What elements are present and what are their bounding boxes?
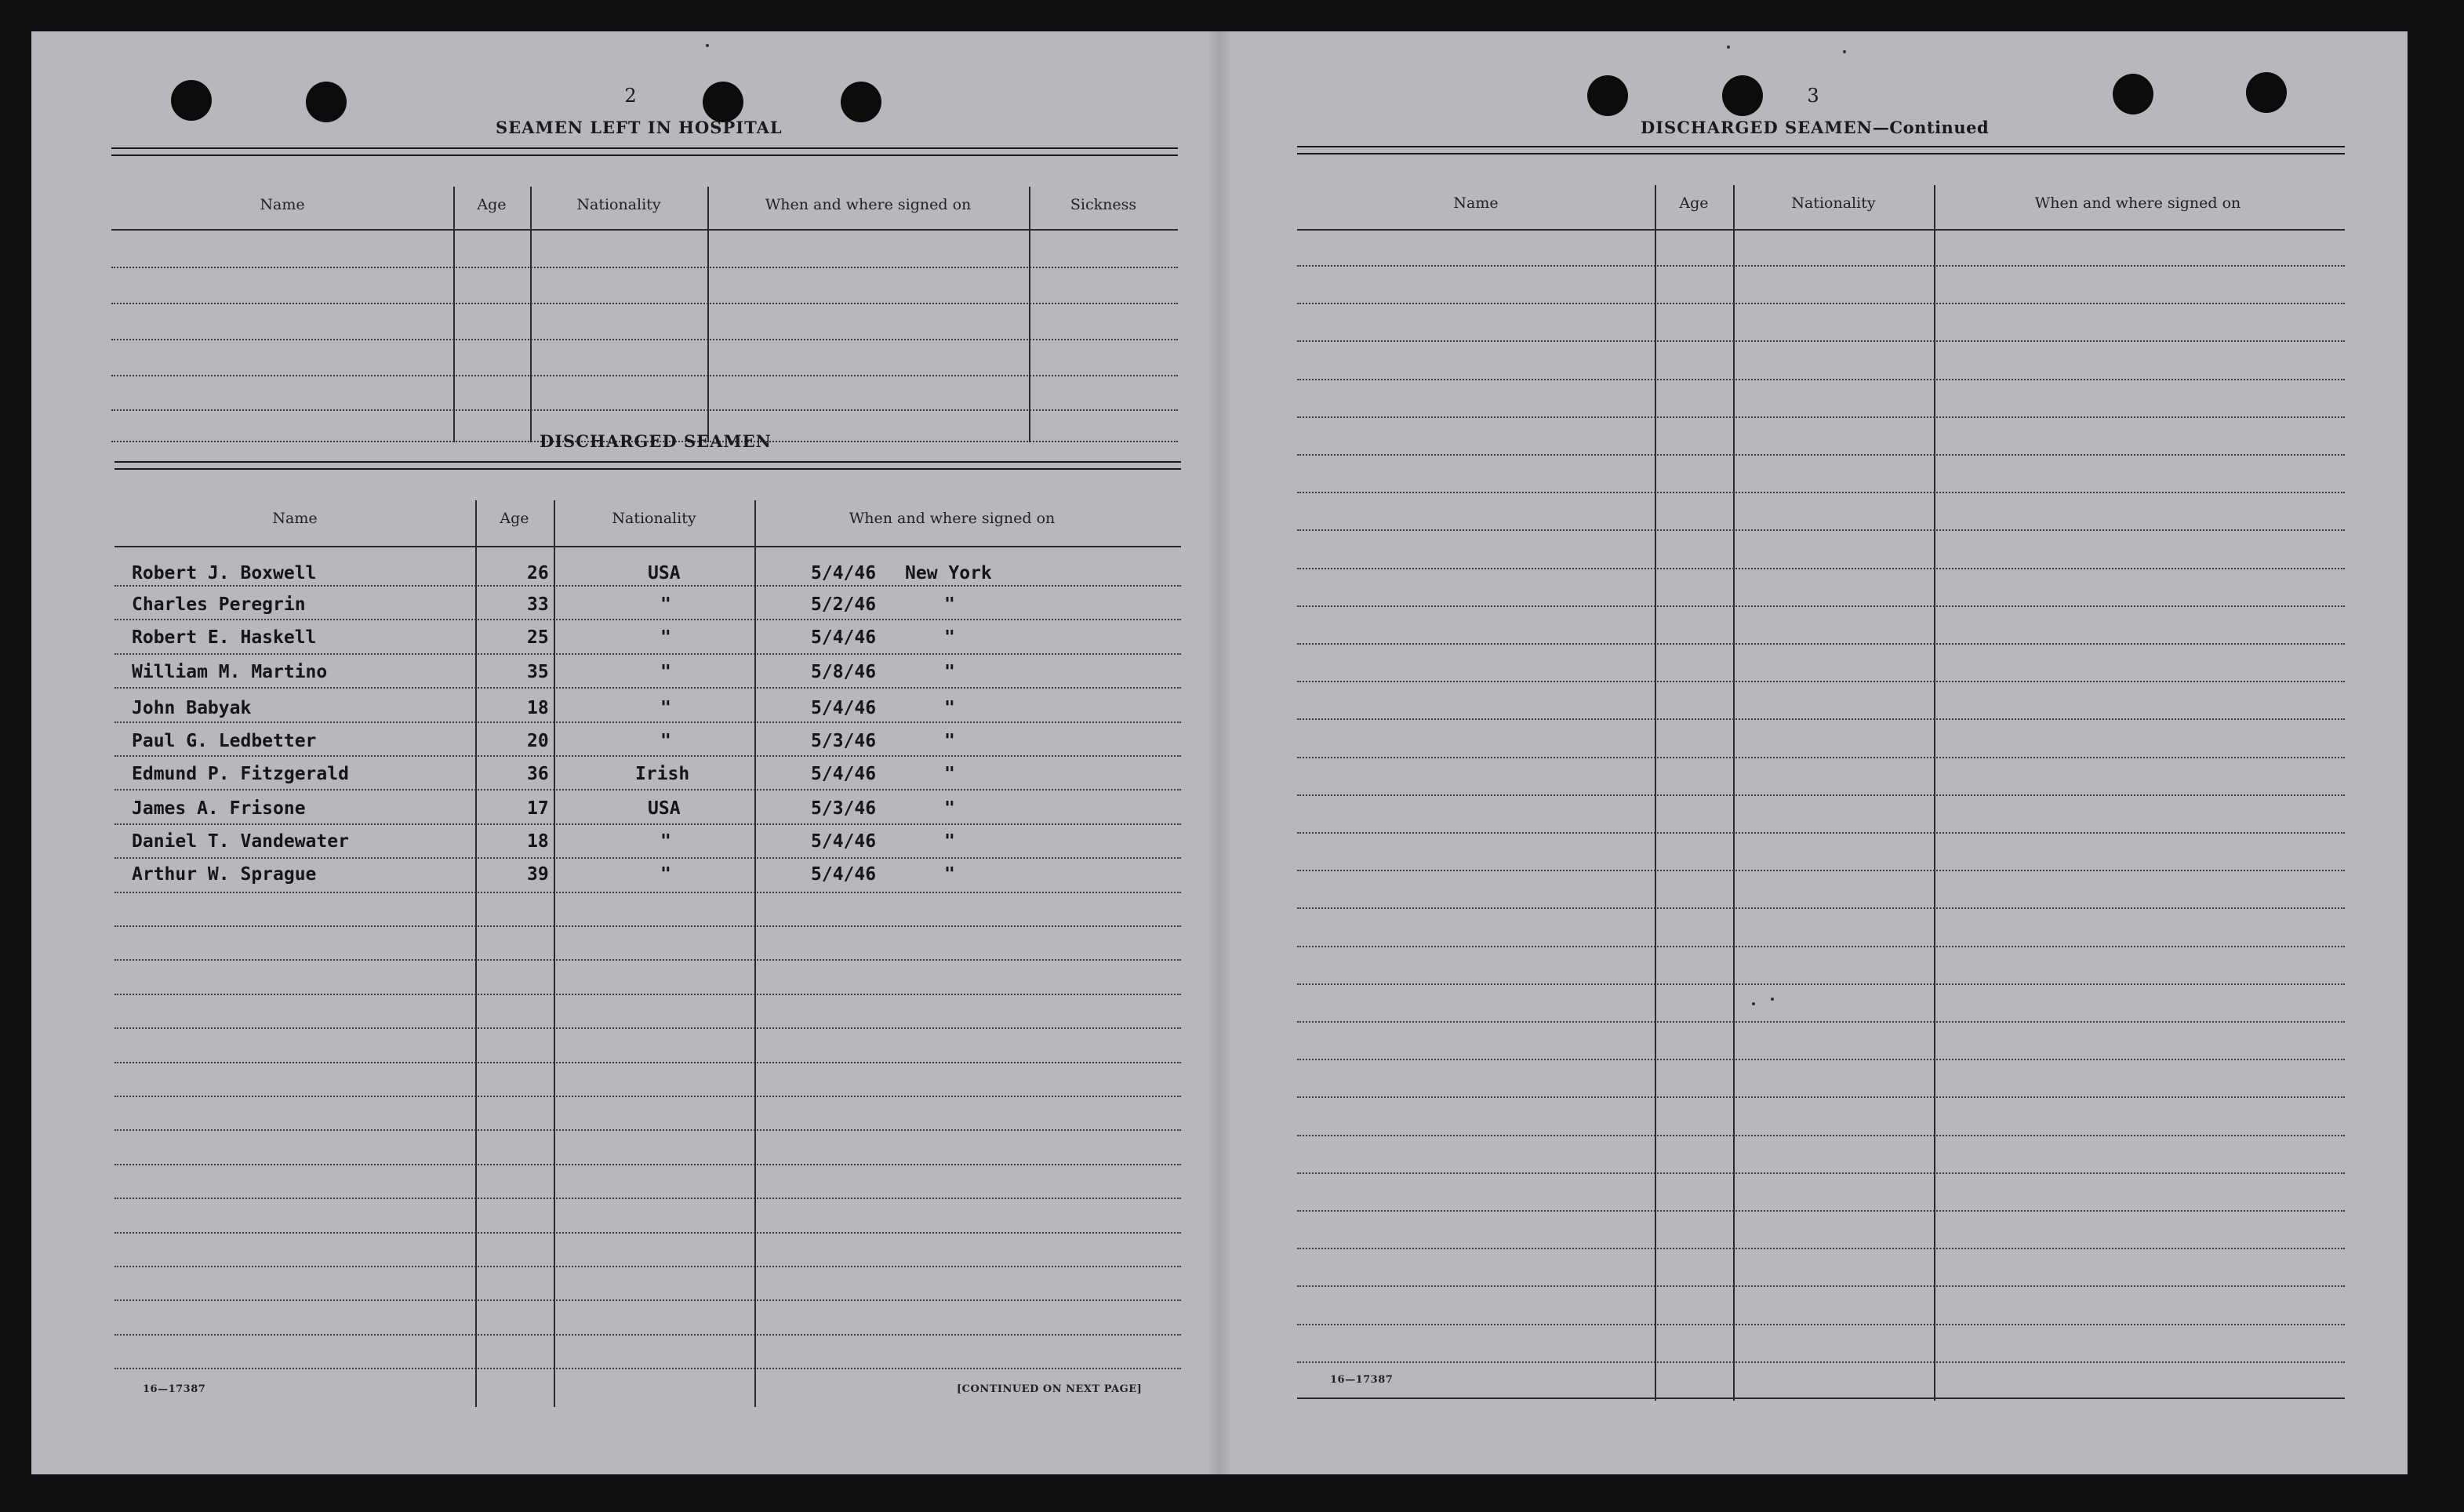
signed-on-place: New York <box>905 563 992 583</box>
page-spine <box>1208 31 1231 1474</box>
seaman-nationality: " <box>660 731 671 751</box>
ink-speck <box>1843 50 1846 53</box>
discharged-continued-table <box>1297 146 2345 1408</box>
punch-hole <box>2113 74 2153 114</box>
row-line <box>1297 605 2345 607</box>
punch-hole <box>306 82 347 122</box>
row-line <box>1297 718 2345 720</box>
col-divider <box>1029 187 1030 442</box>
signed-on-date: 5/4/46 <box>811 831 877 852</box>
col-header-age: Age <box>477 196 507 213</box>
seaman-name: Charles Peregrin <box>132 594 306 615</box>
signed-on-date: 5/8/46 <box>811 662 877 682</box>
signed-on-date: 5/4/46 <box>811 563 877 583</box>
punch-hole <box>2246 72 2287 113</box>
signed-on-place: " <box>944 627 955 648</box>
row-line <box>1297 681 2345 682</box>
punch-hole <box>1722 75 1763 116</box>
seaman-age: 33 <box>527 594 549 615</box>
row-line <box>114 1164 1181 1165</box>
row-line <box>114 857 1181 859</box>
col-header-nationality: Nationality <box>1791 194 1876 212</box>
col-header-name: Name <box>260 196 305 213</box>
signed-on-date: 5/2/46 <box>811 594 877 615</box>
seaman-nationality: Irish <box>635 764 690 784</box>
signed-on-date: 5/4/46 <box>811 627 877 648</box>
seaman-age: 25 <box>527 627 549 648</box>
row-line <box>1297 1210 2345 1212</box>
row-line <box>114 1198 1181 1199</box>
row-line <box>114 1299 1181 1301</box>
row-line <box>1297 1135 2345 1136</box>
ink-speck <box>1727 45 1730 49</box>
row-line <box>114 755 1181 757</box>
seaman-nationality: USA <box>648 563 681 583</box>
seaman-nationality: USA <box>648 798 681 819</box>
row-line <box>114 1096 1181 1097</box>
seaman-name: Daniel T. Vandewater <box>132 831 349 852</box>
row-line <box>1297 643 2345 645</box>
row-line <box>1297 340 2345 342</box>
row-line <box>1297 416 2345 418</box>
row-line <box>114 823 1181 825</box>
seaman-age: 39 <box>527 864 549 885</box>
signed-on-place: " <box>944 764 955 784</box>
seaman-name: Arthur W. Sprague <box>132 864 317 885</box>
seaman-age: 26 <box>527 563 549 583</box>
punch-hole <box>841 82 881 122</box>
col-header-name: Name <box>1453 194 1499 212</box>
col-divider <box>530 187 532 442</box>
row-line <box>1297 757 2345 758</box>
seaman-name: Robert J. Boxwell <box>132 563 317 583</box>
header-rule <box>114 546 1181 547</box>
row-line <box>114 1334 1181 1336</box>
row-line <box>1297 529 2345 531</box>
seaman-name: Robert E. Haskell <box>132 627 317 648</box>
row-line <box>114 1266 1181 1267</box>
seaman-nationality: " <box>660 698 671 718</box>
table-top-rule <box>111 147 1178 156</box>
table-top-rule <box>114 461 1181 470</box>
hospital-section-title: SEAMEN LEFT IN HOSPITAL <box>496 118 783 137</box>
row-line <box>114 789 1181 791</box>
signed-on-place: " <box>944 864 955 885</box>
seaman-nationality: " <box>660 627 671 648</box>
col-divider <box>453 187 455 442</box>
signed-on-place: " <box>944 798 955 819</box>
row-line <box>114 1062 1181 1063</box>
seaman-name: James A. Frisone <box>132 798 306 819</box>
col-divider <box>1934 185 1935 1401</box>
col-header-nationality: Nationality <box>576 196 661 213</box>
header-rule <box>1297 229 2345 231</box>
col-divider <box>554 500 555 1407</box>
signed-on-place: " <box>944 831 955 852</box>
signed-on-date: 5/4/46 <box>811 764 877 784</box>
row-line <box>1297 1096 2345 1098</box>
col-header-signed-on: When and where signed on <box>2034 194 2241 212</box>
row-line <box>1297 794 2345 796</box>
signed-on-place: " <box>944 594 955 615</box>
row-line <box>1297 303 2345 304</box>
row-line <box>111 267 1178 268</box>
page-number-right: 3 <box>1807 85 1819 107</box>
row-line <box>1297 983 2345 985</box>
seaman-age: 36 <box>527 764 549 784</box>
seaman-age: 35 <box>527 662 549 682</box>
col-header-name: Name <box>272 510 318 527</box>
row-line <box>111 375 1178 376</box>
seaman-name: William M. Martino <box>132 662 328 682</box>
row-line <box>1297 832 2345 834</box>
col-header-age: Age <box>1679 194 1709 212</box>
col-divider <box>1655 185 1656 1401</box>
seaman-nationality: " <box>660 831 671 852</box>
col-divider <box>754 500 756 1407</box>
signed-on-date: 5/4/46 <box>811 698 877 718</box>
continued-title-suffix: —Continued <box>1872 118 1990 137</box>
seaman-nationality: " <box>660 594 671 615</box>
col-divider <box>475 500 477 1407</box>
row-line <box>1297 907 2345 909</box>
seaman-age: 17 <box>527 798 549 819</box>
row-line <box>1297 1285 2345 1287</box>
signed-on-date: 5/3/46 <box>811 798 877 819</box>
col-header-signed-on: When and where signed on <box>765 196 972 213</box>
row-line <box>1297 492 2345 493</box>
row-line <box>114 959 1181 961</box>
seaman-age: 18 <box>527 698 549 718</box>
seaman-nationality: " <box>660 864 671 885</box>
page-number-left: 2 <box>624 85 637 107</box>
form-number-right: 16—17387 <box>1330 1374 1394 1386</box>
header-rule <box>111 229 1178 231</box>
row-line <box>1297 1248 2345 1249</box>
col-header-sickness: Sickness <box>1070 196 1137 213</box>
signed-on-place: " <box>944 731 955 751</box>
row-line <box>1297 1021 2345 1023</box>
row-line <box>1297 1324 2345 1325</box>
row-line <box>114 653 1181 655</box>
discharged-table <box>114 461 1181 1410</box>
signed-on-place: " <box>944 698 955 718</box>
row-line <box>1297 946 2345 947</box>
row-line <box>114 1027 1181 1029</box>
row-line <box>111 409 1178 411</box>
discharged-section-title: DISCHARGED SEAMEN <box>540 431 772 451</box>
row-line <box>1297 379 2345 380</box>
row-line <box>111 339 1178 340</box>
seaman-name: Edmund P. Fitzgerald <box>132 764 349 784</box>
row-line <box>114 687 1181 689</box>
continued-note: [CONTINUED ON NEXT PAGE] <box>957 1383 1143 1395</box>
punch-hole <box>1587 75 1628 116</box>
row-line <box>114 721 1181 723</box>
signed-on-place: " <box>944 662 955 682</box>
col-header-signed-on: When and where signed on <box>849 510 1056 527</box>
row-line <box>114 1129 1181 1131</box>
continued-section-title <box>1641 118 1989 137</box>
row-line <box>114 619 1181 620</box>
row-line <box>111 303 1178 304</box>
table-bottom-rule <box>1297 1398 2345 1399</box>
col-divider <box>1733 185 1735 1401</box>
document-sheet <box>31 31 2408 1474</box>
punch-hole <box>703 82 743 122</box>
row-line <box>114 994 1181 995</box>
row-line <box>114 585 1181 587</box>
row-line <box>114 1232 1181 1234</box>
row-line <box>114 925 1181 927</box>
row-line <box>1297 1361 2345 1363</box>
ink-speck <box>706 44 709 47</box>
row-line <box>1297 870 2345 871</box>
row-line <box>1297 568 2345 569</box>
row-line <box>1297 1059 2345 1060</box>
row-line <box>1297 265 2345 267</box>
seaman-age: 18 <box>527 831 549 852</box>
seaman-name: John Babyak <box>132 698 252 718</box>
seaman-age: 20 <box>527 731 549 751</box>
row-line <box>1297 454 2345 456</box>
seaman-nationality: " <box>660 662 671 682</box>
form-number: 16—17387 <box>143 1383 206 1395</box>
continued-title-main: DISCHARGED SEAMEN <box>1641 118 1873 137</box>
seaman-name: Paul G. Ledbetter <box>132 731 317 751</box>
signed-on-date: 5/3/46 <box>811 731 877 751</box>
hospital-table <box>111 147 1178 445</box>
row-line <box>114 892 1181 893</box>
col-divider <box>707 187 709 442</box>
table-top-rule <box>1297 146 2345 154</box>
row-line <box>114 1368 1181 1369</box>
col-header-nationality: Nationality <box>612 510 696 527</box>
punch-hole <box>171 80 212 121</box>
row-line <box>1297 1172 2345 1174</box>
signed-on-date: 5/4/46 <box>811 864 877 885</box>
col-header-age: Age <box>500 510 529 527</box>
